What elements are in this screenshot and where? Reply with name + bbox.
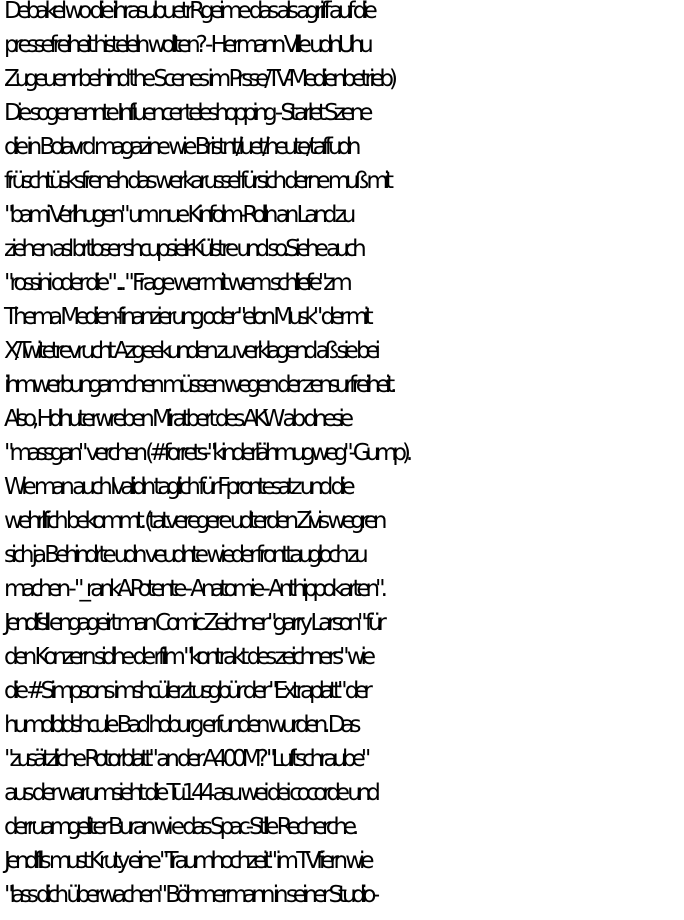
- text-line-14: "massgan" verchen (#forrets-"kinderlähmugweg"-Gump).: [4, 440, 409, 466]
- text-line-25: derruamgeliter Buran wi e das Spac-Stlle Recherche.: [4, 814, 355, 840]
- text-line-4: Die sogenennte Influencer teleshopping - Starlet Szene: [4, 100, 369, 126]
- text-line-15: Wie man auch Ivalidn taglich für Fprontesatz und die: [4, 474, 351, 500]
- text-line-10: Thema Medien-finanzierung oder "elon Musk" der mit: [4, 304, 369, 330]
- text-line-13: Also, Hdhuterwreben Miratbert des AKW ab dnesie: [4, 406, 349, 432]
- text-line-9: "rossini oder die " ... " Frage wer mit wem schliefe"zm: [4, 270, 348, 296]
- text-line-20: den Konzern sidhe de rfilm "kontrakt des zeichners" wie: [4, 644, 371, 670]
- text-line-5: die in Bolavrd magazine wie Bristnt/luet/heute/taffudn: [4, 134, 357, 160]
- text-line-16: wehrlfich bekommt. (tatveregere udterden Zivis wegren: [4, 508, 383, 534]
- document-text: [4, 0, 684, 912]
- text-line-26: Jendflls must Kruty eine "Traumhochzeit" im TVfiern wie: [4, 848, 370, 874]
- text-line-27: "lass dich überwachen" Böhmermann in seiner Studio-: [4, 882, 376, 908]
- text-line-19: Jendfsll engageirt man Comic Zeichner "garry Larson" für: [4, 610, 382, 636]
- text-line-22: humdbldshcule Bad hoburg erfunden wurden. Das: [4, 712, 357, 738]
- text-line-24: aus der warumsieht die Tu144 asu wei dei cocorde und: [4, 780, 376, 806]
- text-line-8: ziehen asl brtloser shcupsielr-Külstre und so.Siehe auch: [4, 236, 362, 262]
- text-line-3: Zugeuenr behind the Scenes im Prsse/TV-Medienbetrieb): [4, 66, 393, 92]
- text-line-21: die #Simpsons imshcülerztusgbür der "Extraplatt" der: [4, 678, 368, 704]
- text-line-11: X/Twitetrevrucht Azgeekunden zu verklagend aß sie bei: [4, 338, 376, 364]
- text-line-2: pressefreiheit histeleln wollten? - Hermann Ville udnUhu: [4, 32, 369, 58]
- text-line-23: "zusätzliche Rotorblatt" an der A400M? "Luftschraube": [4, 746, 367, 772]
- text-line-1: Debakel wo die ihrasubuetrRgeime das als agriff auf die: [4, 0, 373, 24]
- text-line-12: ihmwerbungamchen müssen wegen der zensurfreiheit.: [4, 372, 393, 398]
- text-line-17: sich ja Behindrte udn veudnte wieder fronttaugloch zu: [4, 542, 364, 568]
- text-line-7: "bami Verlhugen" um nue Kinfolm-Rolln an Land zu: [4, 202, 352, 228]
- text-line-18: machen - "_rankA.Potente - Anatomie - Anthippokarten".: [4, 576, 383, 602]
- text-line-6: früschtüsksfreneh das werkarussel fürsich derne muß mit: [4, 168, 390, 194]
